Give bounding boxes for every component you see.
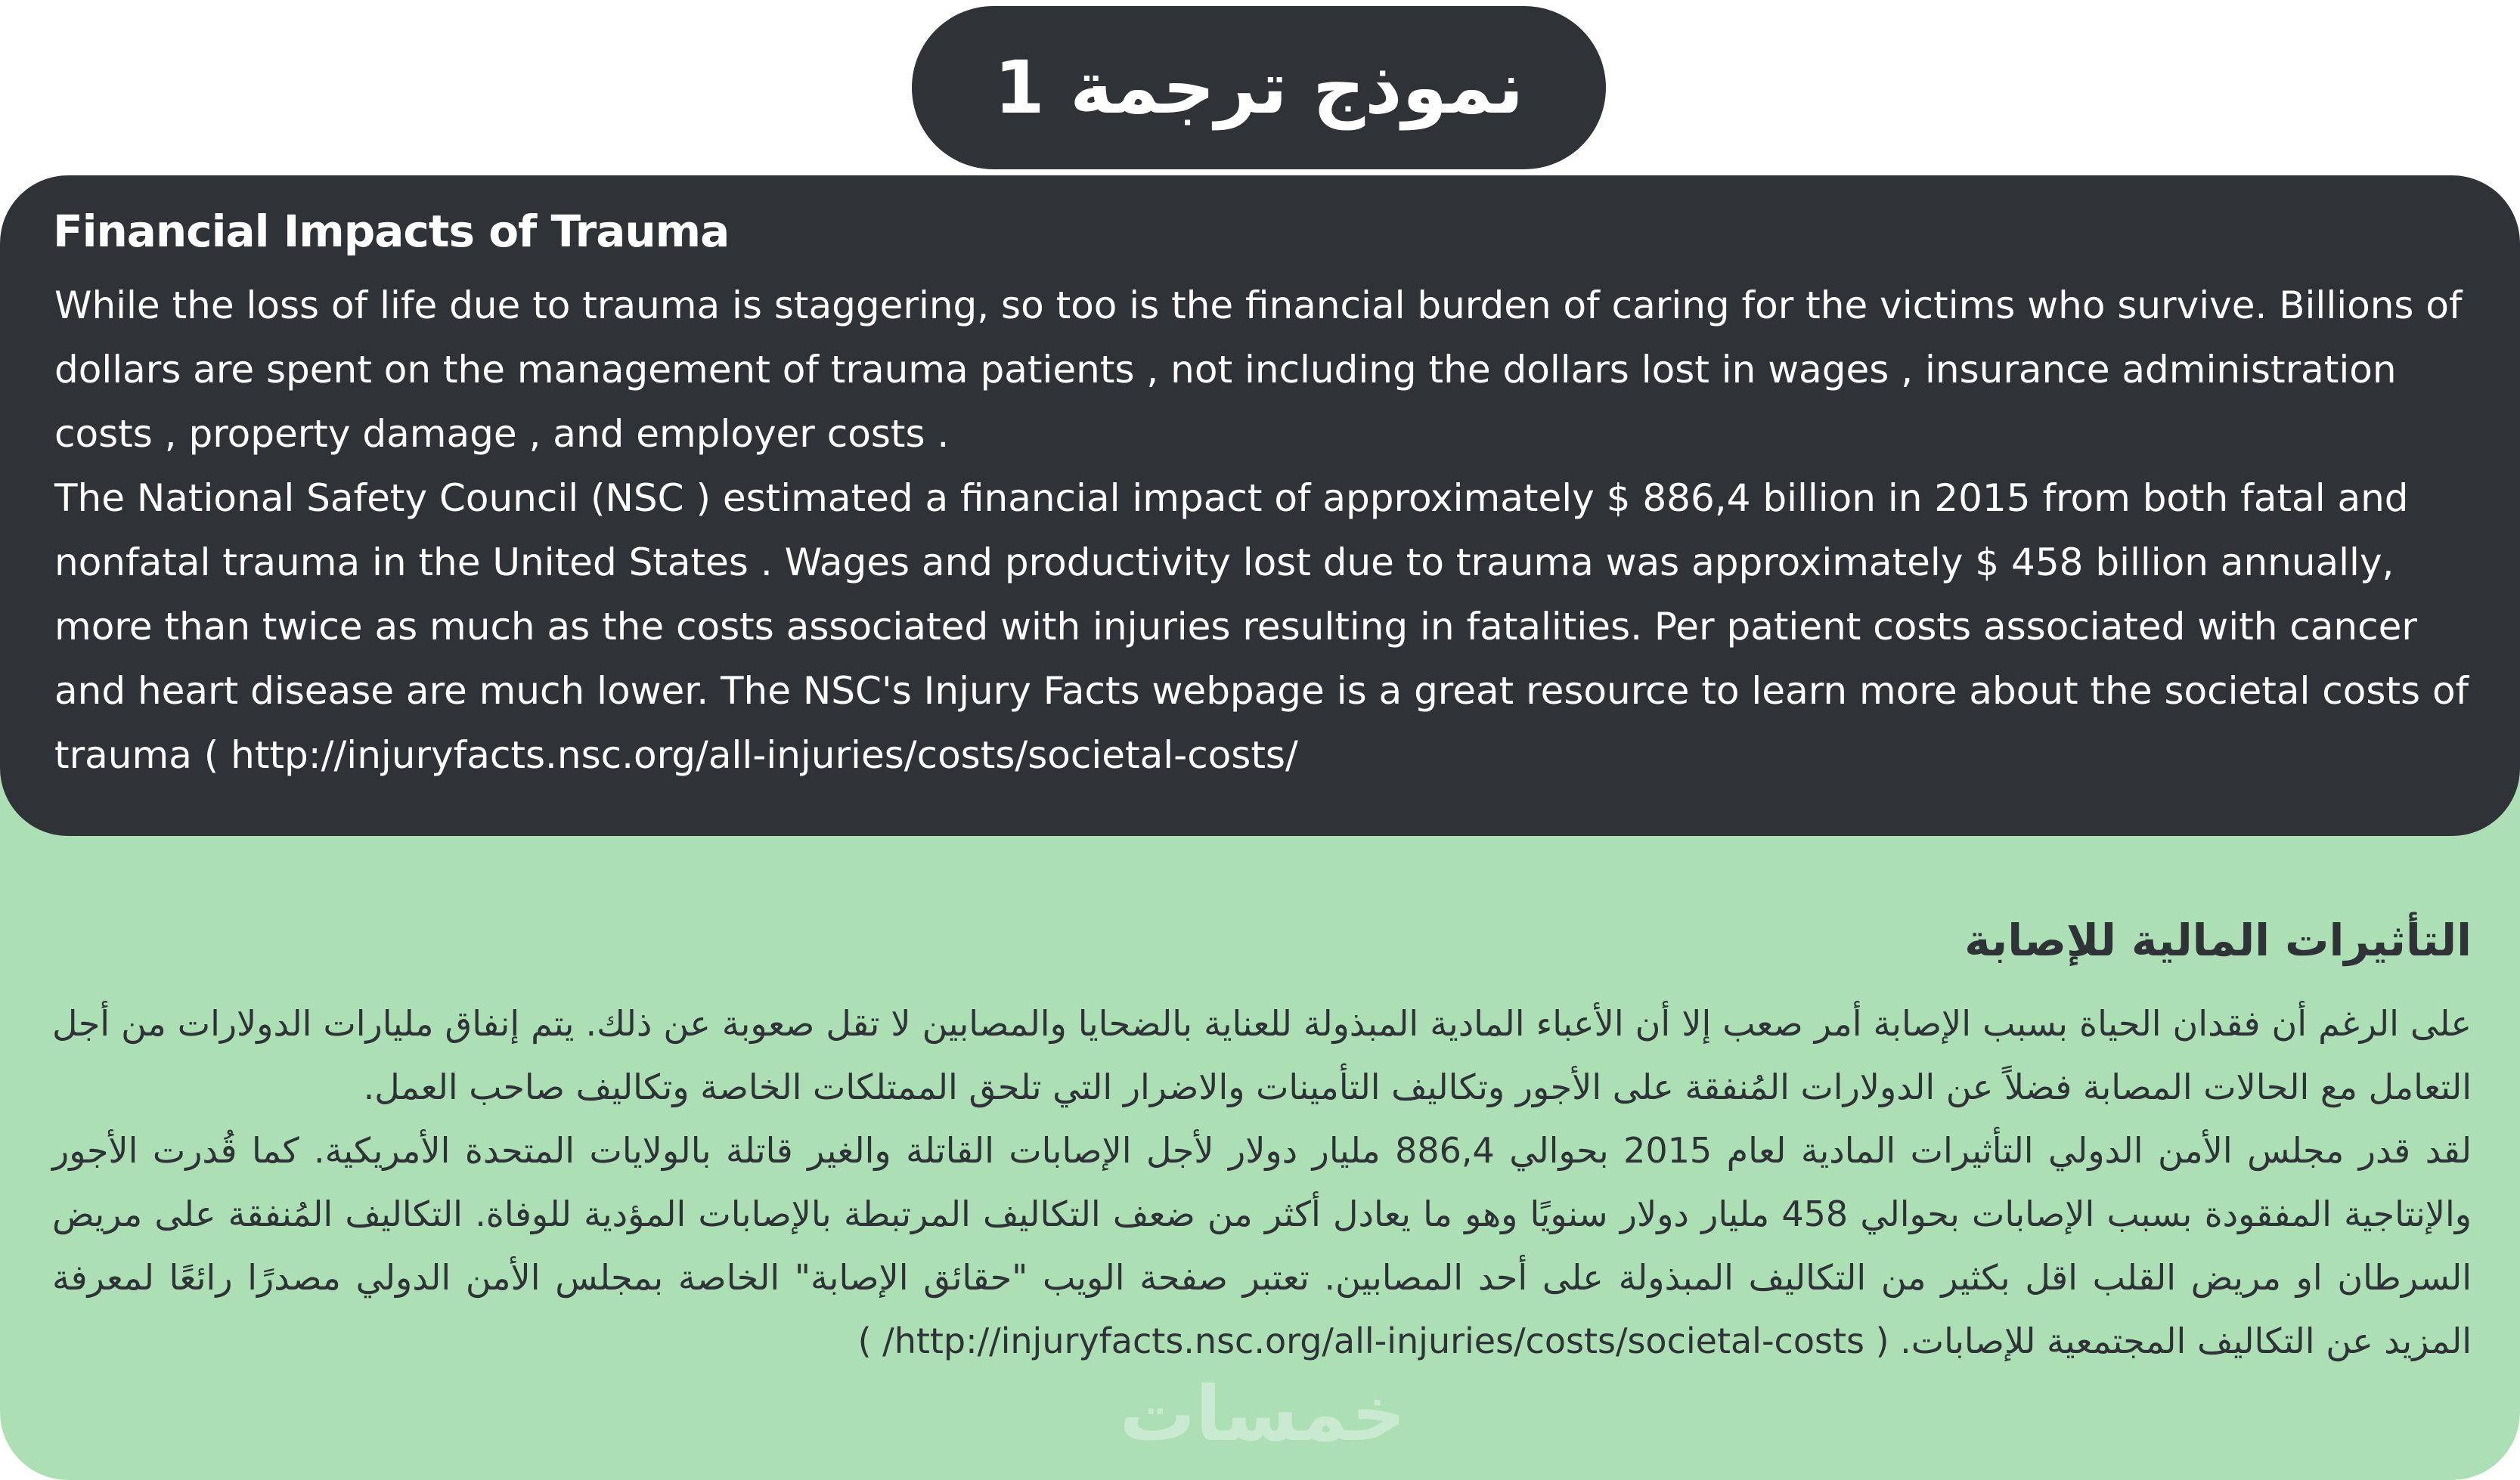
watermark-logo-icon [1104, 1361, 1421, 1466]
english-heading: Financial Impacts of Trauma [53, 206, 730, 257]
svg-text:خمسات: خمسات [1119, 1370, 1406, 1458]
english-body [54, 274, 2474, 788]
arabic-paragraph-1: على الرغم أن فقدان الحياة بسبب الإصابة أمر صعب إلا أن الأعباء المادية المبذولة للعناية بالضحايا والمصابين لا تقل صعوبة عن ذلك. يتم إنفاق مليارات الدولارات من أجل التعامل مع الحالات المصابة فضلاً عن الدولارات المُنفقة على الأجور وتكاليف التأمينات والاضرار التي تلحق الممتلكات الخاصة وتكاليف صاحب العمل. [52, 1003, 2472, 1107]
english-paragraph-1: While the loss of life due to trauma is staggering, so too is the financial burden of caring for the victims who survive. Billions of dollars are spent on the management of trauma patients , not including the dollars lost in wages , insurance administration costs , property damage , and employer costs . [54, 283, 2463, 456]
page-title: نموذج ترجمة 1 [912, 6, 1606, 169]
khamsat-watermark-logo [1104, 1361, 1421, 1466]
english-paragraph-2: The National Safety Council (NSC ) estimated a financial impact of approximately $ 886,4 billion in 2015 from both fatal and nonfatal trauma in the United States . Wages and productivity lost due to trauma was approximately $ 458 billion annually, more than twice as much as the costs associated with injuries resulting in fatalities. Per patient costs associated with cancer and heart disease are much lower. The NSC's Injury Facts webpage is a great resource to learn more about the societal costs of trauma ( http://injuryfacts.nsc.org/all-injuries/costs/societal-costs/ [54, 476, 2469, 777]
arabic-heading: التأثيرات المالية للإصابة [1964, 915, 2472, 966]
arabic-paragraph-2: لقد قدر مجلس الأمن الدولي التأثيرات المادية لعام 2015 بحوالي 886,4 مليار دولار لأجل الإصابات القاتلة والغير قاتلة بالولايات المتحدة الأمريكية. كما قُدرت الأجور والإنتاجية المفقودة بسبب الإصابات بحوالي 458 مليار دولار سنويًا وهو ما يعادل أكثر من ضعف التكاليف المرتبطة بالإصابات المؤدية للوفاة. التكاليف المُنفقة على مريض السرطان او مريض القلب اقل بكثير من التكاليف المبذولة على أحد المصابين. تعتبر صفحة الويب "حقائق الإصابة" الخاصة بمجلس الأمن الدولي مصدرًا رائعًا لمعرفة المزيد عن التكاليف المجتمعية للإصابات. ( http://injuryfacts.nsc.org/all-injuries/costs/societal-costs/ ) [52, 1130, 2472, 1361]
arabic-body [52, 992, 2472, 1373]
